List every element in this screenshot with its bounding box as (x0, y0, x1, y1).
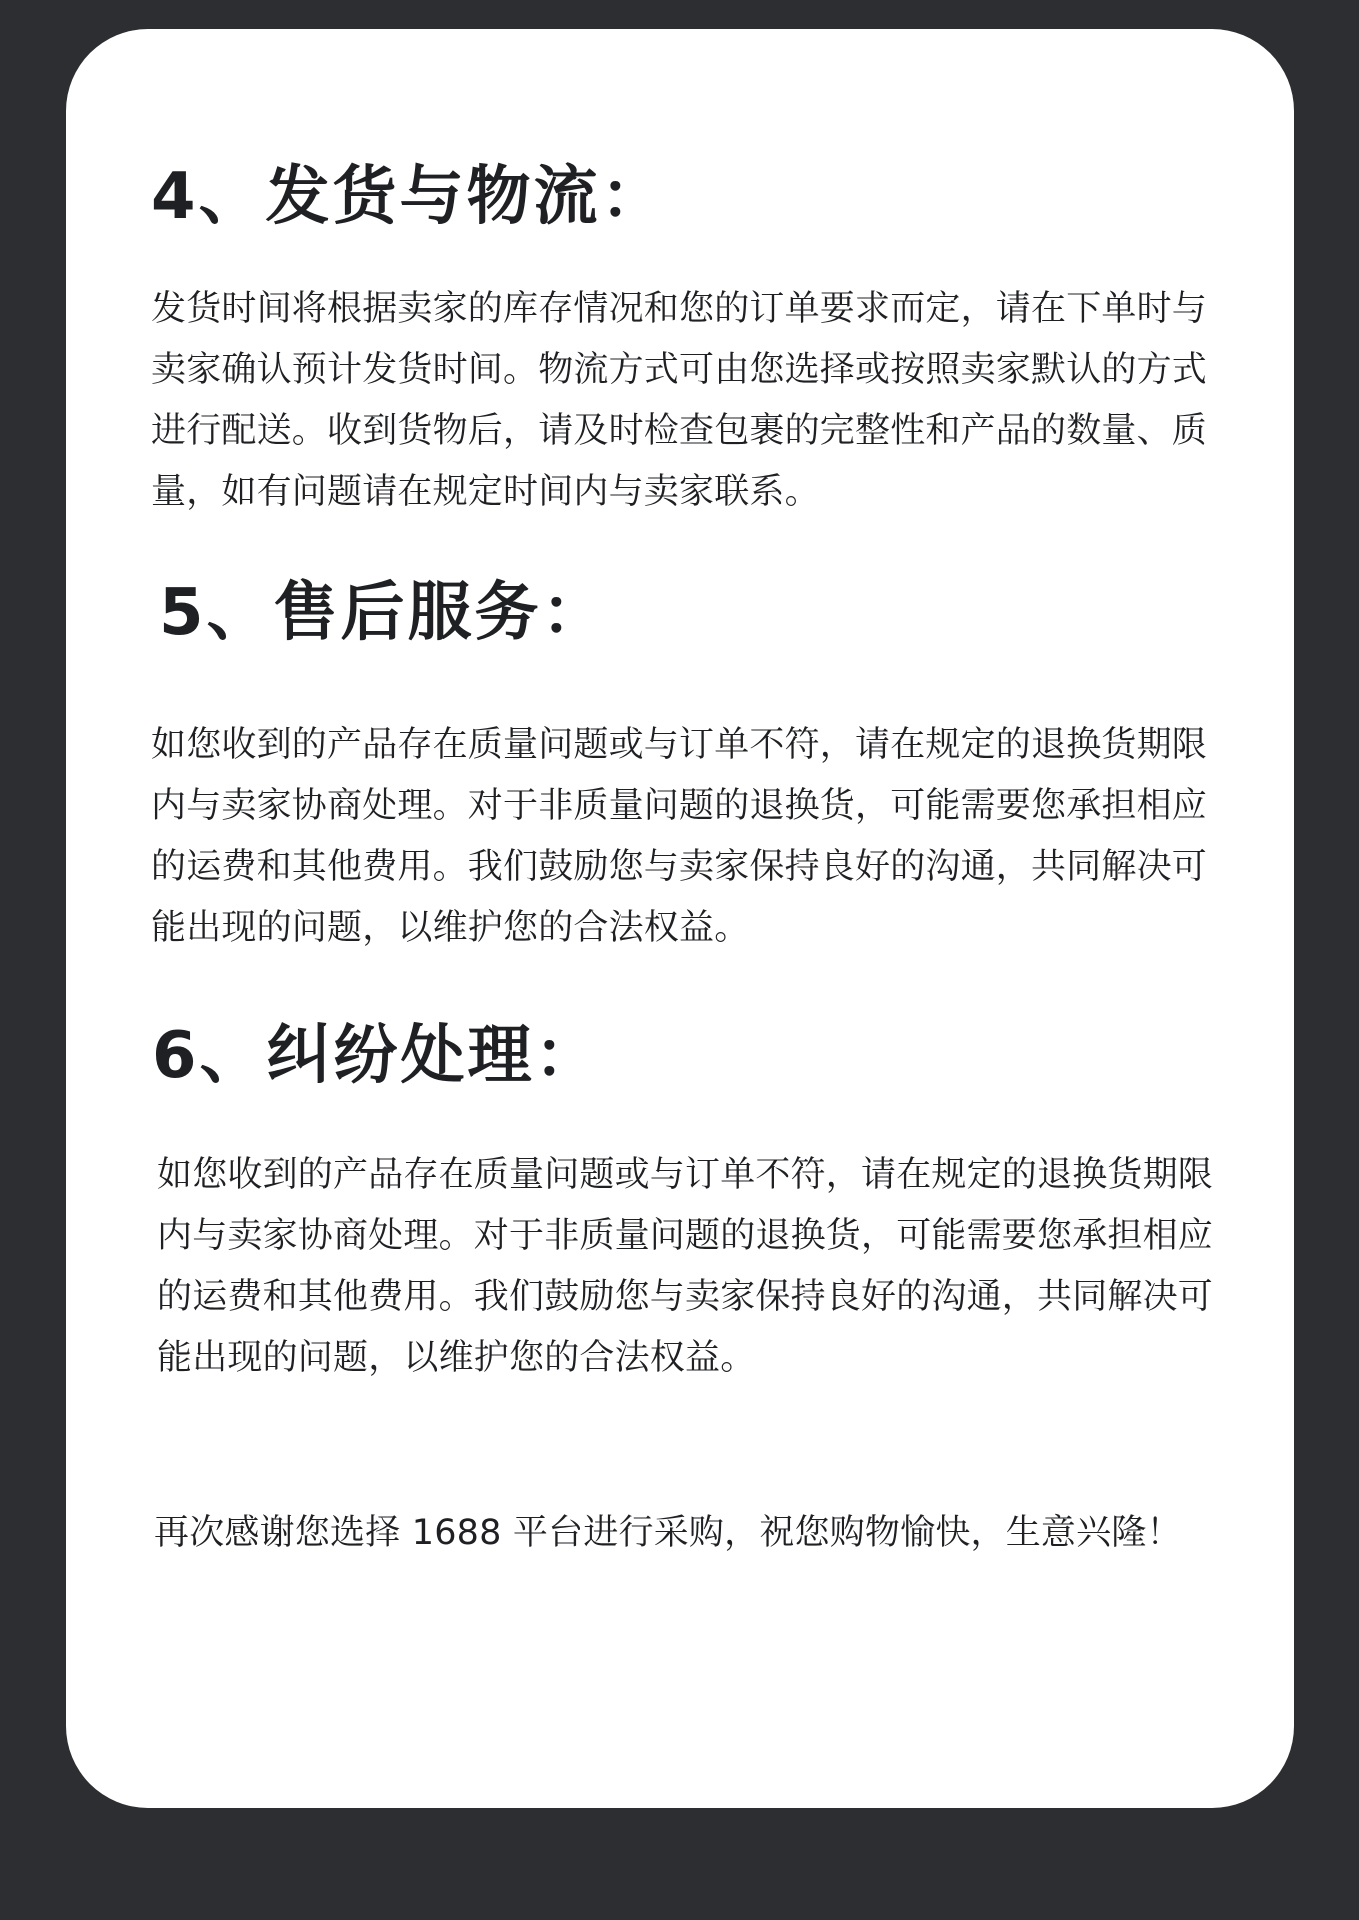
section-heading-disputes: 6、纠纷处理： (152, 1019, 602, 1093)
section-heading-after-sales: 5、售后服务： (159, 576, 609, 650)
section-body-shipping: 发货时间将根据卖家的库存情况和您的订单要求而定，请在下单时与卖家确认预计发货时间。物流方式可由您选择或按照卖家默认的方式进行配送。收到货物后，请及时检查包裹的完整性和产品的数量、质量，如有问题请在规定时间内与卖家联系。 (151, 289, 1208, 512)
content-card (66, 29, 1294, 1808)
section-heading-shipping: 4、发货与物流： (151, 160, 668, 234)
section-body-disputes: 如您收到的产品存在质量问题或与订单不符，请在规定的退换货期限内与卖家协商处理。对于非质量问题的退换货，可能需要您承担相应的运费和其他费用。我们鼓励您与卖家保持良好的沟通，共同解决可能出现的问题，以维护您的合法权益。 (157, 1155, 1214, 1378)
closing-message: 再次感谢您选择 1688 平台进行采购，祝您购物愉快，生意兴隆！ (154, 1513, 1182, 1553)
section-body-after-sales: 如您收到的产品存在质量问题或与订单不符，请在规定的退换货期限内与卖家协商处理。对于非质量问题的退换货，可能需要您承担相应的运费和其他费用。我们鼓励您与卖家保持良好的沟通，共同解决可能出现的问题，以维护您的合法权益。 (151, 725, 1208, 948)
